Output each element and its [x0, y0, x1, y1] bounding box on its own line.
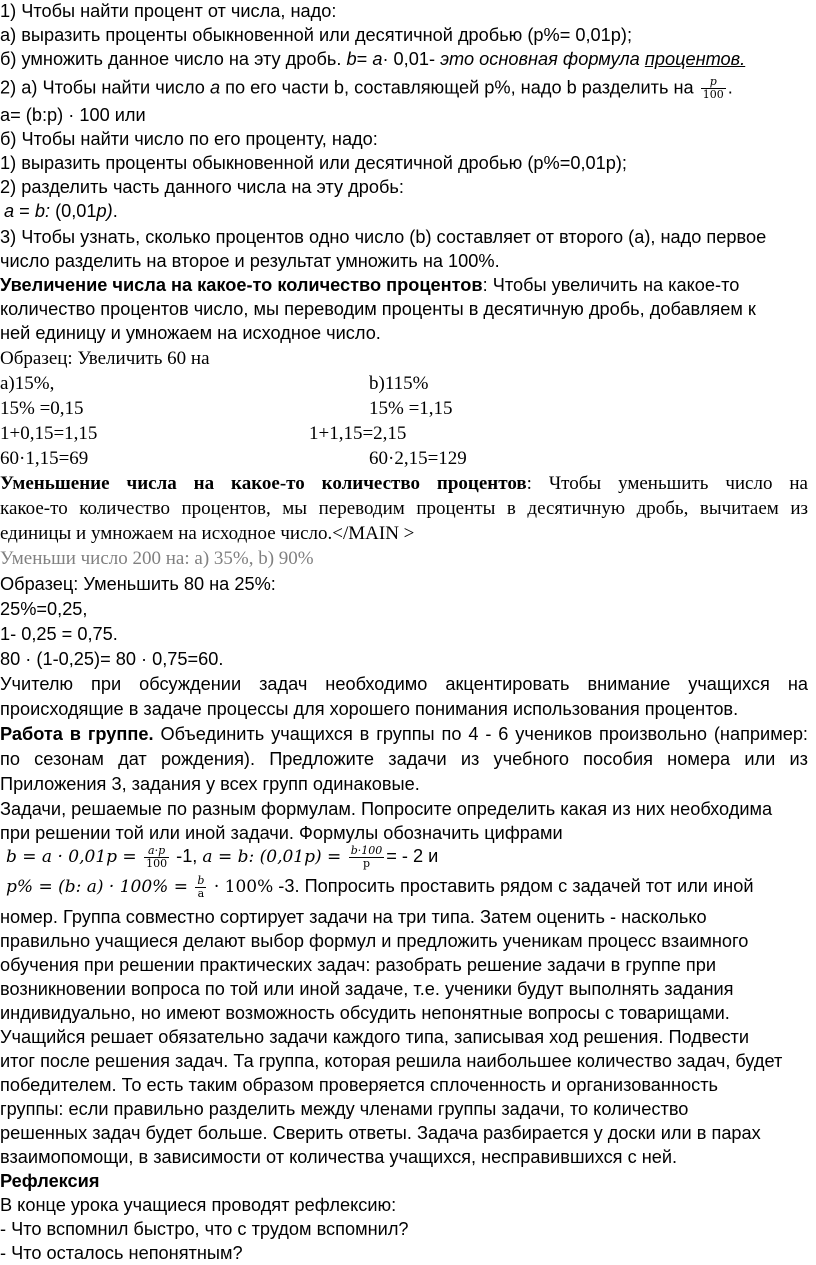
reflection-question-1: - Что вспомнил быстро, что с трудом вспомнил? [0, 1219, 409, 1239]
text: 2) а) Чтобы найти число [0, 77, 210, 98]
text: -1, [171, 846, 203, 866]
text: (0,01 [50, 201, 97, 221]
teacher-note-line-1: Учителю при обсуждении задач необходимо акцентировать внимание учащихся на [0, 674, 808, 694]
teacher-note-line-2: происходящие в задаче процессы для хорошего понимания использования процентов. [0, 699, 739, 719]
var-p: p) [96, 201, 113, 221]
example-decrease-step-1: 25%=0,25, [0, 599, 88, 619]
fraction-ap-100 [144, 845, 169, 870]
example-increase-title: Образец: Увеличить 60 на [0, 348, 210, 369]
formula-note-underlined: процентов. [644, 49, 746, 69]
denominator: 100 [702, 88, 724, 101]
rule-3-line-1: 3) Чтобы узнать, сколько процентов одно число (b) составляет от второго (а), надо первое [0, 227, 767, 247]
example-b-line-1: b)115% [369, 373, 429, 394]
decrease-task: Уменьши число 200 на: а) 35%, b) 90% [0, 548, 314, 569]
rule-2a [0, 76, 733, 101]
tasks-line-1: Задачи, решаемые по разным формулам. Попросите определить какая из них необходима [0, 799, 773, 819]
tasks-body-line-1: номер. Группа совместно сортирует задачи на три типа. Затем оценить - насколько [0, 907, 707, 927]
group-work-line-2: по сезонам дат рождения). Предложите задачи из учебного пособия номера или из [0, 749, 808, 769]
example-decrease-step-2: 1- 0,25 = 0,75. [0, 624, 118, 644]
var-b: b [346, 49, 357, 69]
denominator: a [197, 886, 205, 900]
example-decrease-title: Образец: Уменьшить 80 на 25%: [0, 574, 276, 594]
rule-1-step-a: а) выразить проценты обыкновенной или десятичной дробью (р%= 0,01р); [0, 25, 633, 45]
decrease-heading: Уменьшение числа на какое-то количество процентов [0, 473, 527, 494]
group-work-line-1 [0, 723, 808, 746]
decrease-paragraph-line-1 [0, 472, 808, 495]
example-a-line-1: а)15%, [0, 373, 55, 394]
example-b-line-2: 15% =1,15 [369, 398, 453, 419]
text: = - 2 и [386, 846, 439, 866]
var-a: a [372, 49, 383, 69]
tasks-body-line-9: группы: если правильно разделить между членами группы задачи, то количество [0, 1099, 689, 1119]
tasks-body-line-2: правильно учащиеся делают выбор формул и предложить ученикам процесс взаимного [0, 931, 749, 951]
rule-3-line-2: число разделить на второе и результат умножить на 100%. [0, 251, 500, 271]
rule-1-step-b [0, 48, 745, 71]
rule-2b-formula [4, 200, 118, 223]
fraction-p-100 [701, 76, 726, 101]
rule-2a-formula: a= (b:p) · 100 или [0, 105, 146, 125]
tasks-body-line-8: победителем. То есть таким образом проверяется сплоченность и организованность [0, 1075, 719, 1095]
formula-note: это основная формула [440, 49, 645, 69]
numerator: b·100 [350, 843, 383, 857]
example-decrease-step-3: 80 · (1-0,25)= 80 · 0,75=60. [0, 649, 224, 669]
numerator: p [701, 76, 726, 89]
formula-2: a = b: (0,01p) = [202, 847, 347, 867]
example-a-line-4: 60·1,15=69 [0, 448, 89, 469]
formula-1: b = a · 0,01p = [6, 847, 143, 867]
rule-2b-heading: б) Чтобы найти число по его проценту, надо: [0, 129, 378, 149]
rule-2b-step-1: 1) выразить проценты обыкновенной или десятичной дробью (р%=0,01р); [0, 153, 627, 173]
fraction-b100-p [349, 845, 385, 870]
text: = [356, 49, 373, 69]
example-a-line-3: 1+0,15=1,15 [0, 423, 98, 444]
example-a-line-2: 15% =0,15 [0, 398, 84, 419]
tasks-body-line-11: взаимопомощи, в зависимости от количества учащихся, несправившихся с ней. [0, 1147, 678, 1167]
text: Объединить учащихся в группы по 4 - 6 учеников произвольно (например: [153, 724, 808, 744]
increase-paragraph-line-1 [0, 274, 739, 297]
tasks-body-line-6: Учащийся решает обязательно задачи каждого типа, записывая ход решения. Подвести [0, 1027, 750, 1047]
tasks-body-line-10: решенных задач будет больше. Сверить ответы. Задача разбирается у доски или в парах [0, 1123, 761, 1143]
text: б) умножить данное число на эту дробь. [0, 49, 347, 69]
text: · 0,01- [382, 49, 441, 69]
example-b-line-3: 1+1,15=2,15 [309, 423, 407, 444]
text: . [112, 201, 118, 221]
group-work-heading: Работа в группе. [0, 724, 154, 744]
formula-line-2 [6, 868, 754, 904]
formula-3-tail: · 100% [208, 877, 274, 897]
text: . [727, 77, 733, 98]
tasks-line-2: при решении той или иной задачи. Формулы обозначить цифрами [0, 823, 563, 843]
reflection-heading: Рефлексия [0, 1171, 100, 1191]
tasks-body-line-4: возникновении вопроса по той или иной задаче, т.е. ученики будут выполнять задания [0, 979, 734, 999]
numerator: a·p [144, 845, 169, 858]
numerator: b [197, 873, 205, 887]
text: -3. Попросить проставить рядом с задачей тот или иной [273, 876, 754, 896]
increase-paragraph-line-2: количество процентов число, мы переводим проценты в десятичную дробь, добавляем к [0, 299, 756, 319]
tasks-body-line-7: итог после решения задач. Та группа, которая решила наибольшее количество задач, будет [0, 1051, 783, 1071]
var-a: a [4, 201, 15, 221]
reflection-question-2: - Что осталось непонятным? [0, 1243, 243, 1263]
text: : Чтобы увеличить на какое-то [482, 275, 740, 295]
text: = [14, 201, 35, 221]
rule-1-heading: 1) Чтобы найти процент от числа, надо: [0, 1, 337, 21]
tasks-body-line-3: обучения при решении практических задач: разобрать решение задачи в группе при [0, 955, 716, 975]
group-work-line-3: Приложения 3, задания у всех групп одинаковые. [0, 774, 420, 794]
tasks-body-line-5: индивидуально, но имеют возможность обсудить непонятные вопросы с товарищами. [0, 1003, 730, 1023]
rule-2b-step-2: 2) разделить часть данного числа на эту дробь: [0, 177, 404, 197]
reflection-intro: В конце урока учащиеся проводят рефлексию: [0, 1195, 397, 1215]
increase-paragraph-line-3: ней единицу и умножаем на исходное число. [0, 323, 381, 343]
increase-heading: Увеличение числа на какое-то количество процентов [0, 275, 483, 295]
var-b: b: [34, 201, 51, 221]
decrease-paragraph-line-2: какое-то количество процентов, мы переводим проценты в десятичную дробь, вычитаем из [0, 498, 808, 519]
denominator: p [362, 856, 370, 870]
formula-3: p% = (b: a) · 100% = [6, 877, 194, 897]
text: : Чтобы уменьшить число на [526, 473, 808, 494]
denominator: 100 [146, 856, 168, 870]
decrease-paragraph-line-3: единицы и умножаем на исходное число.</MAIN > [0, 523, 415, 544]
var-a: а [209, 77, 221, 98]
example-b-line-4: 60·2,15=129 [369, 448, 467, 469]
text: по его части b, составляющей р%, надо b разделить на [220, 77, 699, 98]
fraction-b-a [195, 875, 206, 900]
